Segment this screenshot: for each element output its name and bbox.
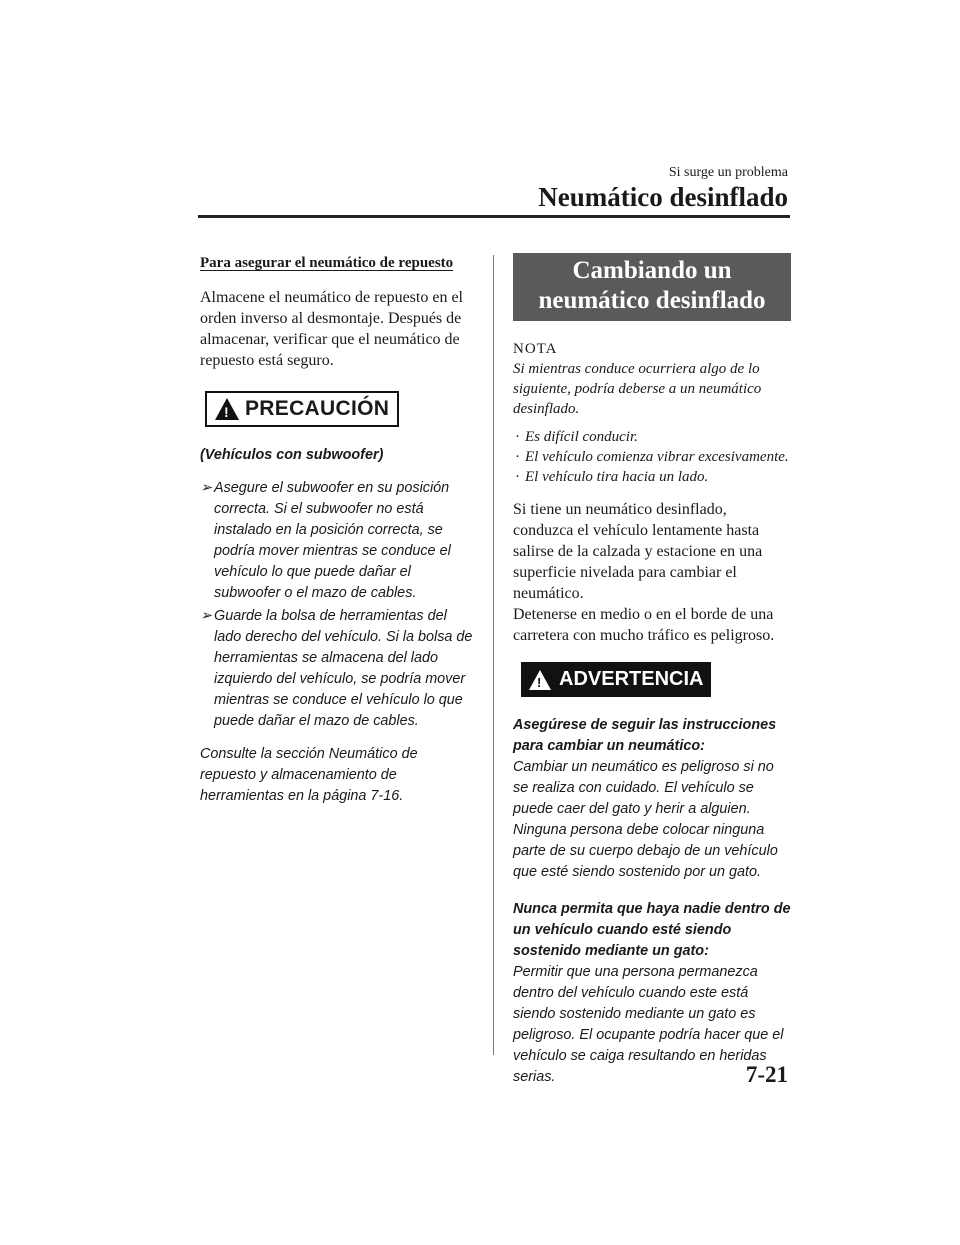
spare-tire-paragraph: Almacene el neumático de repuesto en el orden inverso al desmontaje. Después de almacenar, verificar que el neumático de repuesto está seguro. [200, 289, 463, 369]
running-header-title: Neumático desinflado [538, 182, 788, 212]
note-text: Si mientras conduce ocurriera algo de lo siguiente, podría deberse a un neumático desinflado. [513, 361, 762, 417]
warning1-text2: Ninguna persona debe colocar ninguna parte de su cuerpo debajo de un vehículo que esté siendo sostenido por un gato. [513, 822, 778, 880]
caution-label: PRECAUCIÓN [245, 397, 390, 420]
caution-bullet [200, 606, 475, 732]
note-item [513, 427, 791, 447]
warning-label: ADVERTENCIA [559, 668, 704, 690]
note-item [513, 467, 791, 487]
warning1-text1: Cambiar un neumático es peligroso si no se realiza con cuidado. El vehículo se puede caer del gato y herir a alguien. [513, 759, 774, 817]
running-header-section: Si surge un problema [668, 165, 788, 180]
note-list [513, 427, 791, 487]
reference-note: Consulte la sección Neumático de repuesto y almacenamiento de herramientas en la página 7-16. [200, 746, 418, 804]
spare-tire-heading: Para asegurar el neumático de repuesto [200, 255, 454, 271]
flat-tire-paragraph: Si tiene un neumático desinflado, conduzca el vehículo lentamente hasta salirse de la calzada y estacione en una superficie nivelada para cambiar el neumático. [513, 501, 763, 602]
arrow-bullet-icon: ➢ [200, 608, 213, 624]
caution-bullet [200, 478, 475, 604]
dot-bullet-icon: · [515, 429, 520, 445]
header-rule [198, 215, 790, 218]
warning2-text: Permitir que una persona permanezca dentro del vehículo cuando este está siendo sostenido mediante un gato es peligroso. El ocupante podría hacer que el vehículo se caiga resultando en heridas serias. [513, 964, 784, 1085]
right-column [513, 253, 791, 1088]
note-item-text: El vehículo tira hacia un lado. [525, 469, 709, 485]
warning-triangle-icon [529, 670, 551, 690]
warning-badge [521, 662, 711, 697]
section-title-bar: Cambiando un neumático desinflado [513, 253, 791, 321]
warning-triangle-icon [215, 398, 239, 420]
caution-badge [205, 391, 399, 427]
arrow-bullet-icon: ➢ [200, 480, 213, 496]
warning2-heading: Nunca permita que haya nadie dentro de un vehículo cuando esté siendo sostenido mediante un gato: [513, 901, 791, 959]
note-item-text: El vehículo comienza vibrar excesivamente. [525, 449, 789, 465]
caution-bullet-text: Guarde la bolsa de herramientas del lado derecho del vehículo. Si la bolsa de herramientas se almacena del lado izquierdo del vehículo, se podría mover mientras se conduce el vehículo lo que puede dañar el mazo de cables. [214, 608, 473, 729]
caution-category: (Vehículos con subwoofer) [200, 447, 384, 463]
warning1-heading: Asegúrese de seguir las instrucciones para cambiar un neumático: [513, 717, 777, 754]
note-item-text: Es difícil conducir. [525, 429, 638, 445]
note-block [513, 339, 791, 419]
column-divider [493, 255, 494, 1055]
note-item [513, 447, 791, 467]
note-label: NOTA [513, 341, 558, 357]
dot-bullet-icon: · [515, 469, 520, 485]
left-column [200, 253, 475, 807]
caution-bullet-text: Asegure el subwoofer en su posición correcta. Si el subwoofer no está instalado en la posición correcta, se podría mover mientras se conduce el vehículo lo que puede dañar el subwoofer o el mazo de cables. [214, 480, 451, 601]
page-number: 7-21 [745, 1062, 788, 1087]
dot-bullet-icon: · [515, 449, 520, 465]
traffic-danger-paragraph: Detenerse en medio o en el borde de una carretera con mucho tráfico es peligroso. [513, 606, 775, 644]
